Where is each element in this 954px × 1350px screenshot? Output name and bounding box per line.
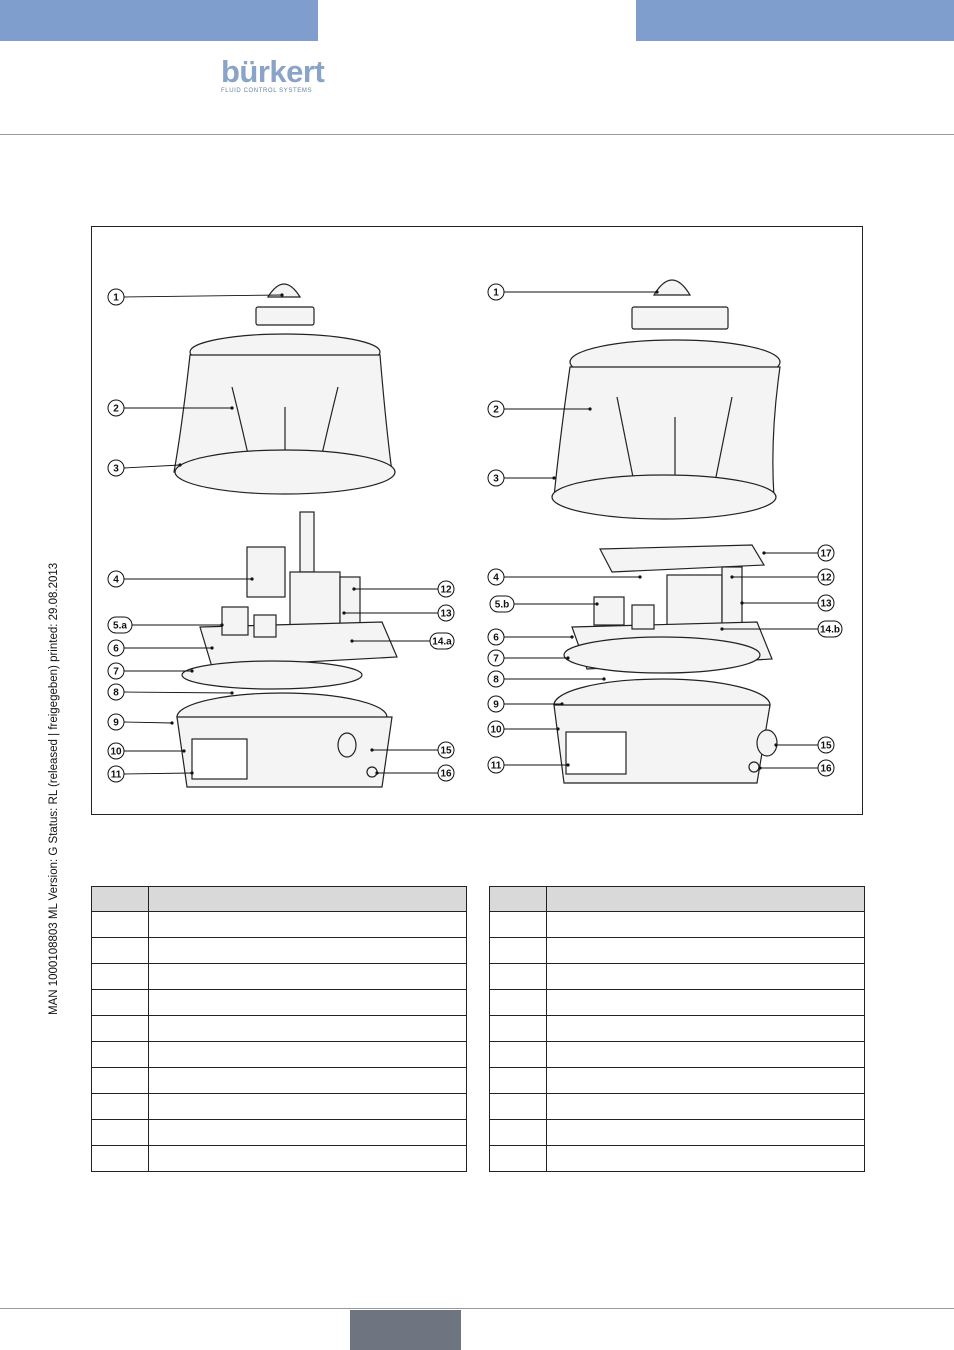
table-row xyxy=(490,1042,865,1068)
callout-arrow-tip xyxy=(178,463,181,466)
left-callout-label: 12 xyxy=(440,584,452,596)
right-assembly xyxy=(552,280,780,783)
left-gear xyxy=(182,661,362,689)
table-row xyxy=(490,1016,865,1042)
parts-table-right xyxy=(489,886,865,1172)
right-callout-label: 15 xyxy=(820,740,832,752)
callout-arrow-tip xyxy=(350,639,353,642)
callout-arrow-tip xyxy=(375,771,378,774)
callout-arrow-tip xyxy=(190,771,193,774)
page-number-box xyxy=(350,1310,461,1350)
left-motor xyxy=(247,547,285,597)
right-dome-cap xyxy=(654,280,690,295)
logo-tagline: FLUID CONTROL SYSTEMS xyxy=(221,88,313,94)
right-callout-label: 4 xyxy=(493,572,499,584)
table-row xyxy=(490,1146,865,1172)
exploded-view-drawing xyxy=(92,227,862,814)
document-info-sidebar: MAN 1000108803 ML Version: G Status: RL (released | freigegeben) printed: 29.08.2013 xyxy=(48,562,60,1015)
table-row xyxy=(490,1120,865,1146)
exploded-view-figure xyxy=(91,226,863,815)
callout-arrow-tip xyxy=(566,763,569,766)
callout-arrow-tip xyxy=(250,577,253,580)
right-callout-label: 13 xyxy=(820,598,832,610)
callout-arrow-tip xyxy=(720,627,723,630)
table-row xyxy=(92,1042,467,1068)
callout-arrow-tip xyxy=(352,587,355,590)
table-row xyxy=(92,990,467,1016)
callout-arrow-tip xyxy=(182,749,185,752)
callout-arrow-tip xyxy=(190,669,193,672)
callout-arrow-tip xyxy=(588,407,591,410)
left-callout-label: 8 xyxy=(113,687,119,699)
right-callout-label: 2 xyxy=(493,404,499,416)
callout-arrow-tip xyxy=(220,623,223,626)
table-row xyxy=(92,1120,467,1146)
table-row xyxy=(92,1068,467,1094)
left-callout-label: 10 xyxy=(110,746,122,758)
table-row xyxy=(490,990,865,1016)
callout-arrow-tip xyxy=(730,575,733,578)
callout-arrow-tip xyxy=(655,290,658,293)
table-row xyxy=(490,938,865,964)
callout-arrow-tip xyxy=(556,727,559,730)
callout-arrow-tip xyxy=(602,677,605,680)
table-row xyxy=(92,912,467,938)
table-row xyxy=(92,1094,467,1120)
callout-leader-line xyxy=(124,692,232,693)
left-assembly xyxy=(174,284,397,787)
callout-arrow-tip xyxy=(638,575,641,578)
left-callout-label: 13 xyxy=(440,608,452,620)
callout-leader-line xyxy=(124,722,172,723)
right-nameplate xyxy=(566,732,626,774)
table-row xyxy=(490,964,865,990)
left-callout-label: 14.a xyxy=(432,636,452,648)
left-callout-label: 4 xyxy=(113,574,119,586)
right-callout-label: 6 xyxy=(493,632,499,644)
table-header-row xyxy=(490,887,865,912)
header-divider xyxy=(0,134,954,135)
callout-arrow-tip xyxy=(740,601,743,604)
right-callout-label: 5.b xyxy=(494,599,510,611)
left-callout-label: 11 xyxy=(110,769,122,781)
callout-arrow-tip xyxy=(230,406,233,409)
right-callout-label: 10 xyxy=(490,724,502,736)
right-cap-flange xyxy=(632,307,728,329)
right-callout-label: 12 xyxy=(820,572,832,584)
callout-arrow-tip xyxy=(552,476,555,479)
table-row xyxy=(92,938,467,964)
left-callout-label: 1 xyxy=(113,292,119,304)
left-shaft xyxy=(300,512,314,572)
left-callout-label: 7 xyxy=(113,666,119,678)
right-callout-label: 3 xyxy=(493,473,499,485)
callout-arrow-tip xyxy=(280,293,283,296)
right-callout-label: 8 xyxy=(493,674,499,686)
callout-leader-line xyxy=(124,465,180,468)
callout-arrow-tip xyxy=(560,702,563,705)
callout-leader-line xyxy=(124,773,192,774)
right-callout-label: 7 xyxy=(493,653,499,665)
callout-arrow-tip xyxy=(570,635,573,638)
left-callout-label: 6 xyxy=(113,643,119,655)
header-band-left xyxy=(0,0,318,41)
left-callout-label: 16 xyxy=(440,768,452,780)
callout-arrow-tip xyxy=(230,691,233,694)
right-callout-label: 9 xyxy=(493,699,499,711)
callout-arrow-tip xyxy=(774,743,777,746)
right-callout-label: 1 xyxy=(493,287,499,299)
left-cam-stack xyxy=(290,572,340,627)
callout-arrow-tip xyxy=(758,766,761,769)
callout-arrow-tip xyxy=(210,646,213,649)
callout-arrow-tip xyxy=(762,551,765,554)
callout-arrow-tip xyxy=(170,721,173,724)
table-header-row xyxy=(92,887,467,912)
left-callout-label: 2 xyxy=(113,403,119,415)
right-callout-label: 16 xyxy=(820,763,832,775)
right-callout-label: 17 xyxy=(820,548,832,560)
right-callout-label: 11 xyxy=(490,760,502,772)
left-callout-label: 5.a xyxy=(113,620,127,632)
burkert-logo xyxy=(221,54,325,94)
footer-divider xyxy=(0,1308,954,1309)
table-row xyxy=(490,912,865,938)
callout-arrow-tip xyxy=(595,602,598,605)
right-gear xyxy=(564,637,760,673)
header-band-right xyxy=(636,0,954,41)
callout-arrow-tip xyxy=(342,611,345,614)
callout-leader-line xyxy=(124,295,282,297)
callout-arrow-tip xyxy=(370,748,373,751)
left-callout-label: 3 xyxy=(113,463,119,475)
left-callout-label: 15 xyxy=(440,745,452,757)
table-row xyxy=(490,1068,865,1094)
table-row xyxy=(92,1146,467,1172)
callout-arrow-tip xyxy=(566,656,569,659)
logo-word: bürkert xyxy=(221,54,325,89)
parts-table-left xyxy=(91,886,467,1172)
table-row xyxy=(490,1094,865,1120)
left-nameplate xyxy=(192,739,247,779)
right-callout-label: 14.b xyxy=(819,624,841,636)
left-callout-label: 9 xyxy=(113,717,119,729)
table-row xyxy=(92,1016,467,1042)
table-row xyxy=(92,964,467,990)
left-cap-flange xyxy=(256,307,314,325)
